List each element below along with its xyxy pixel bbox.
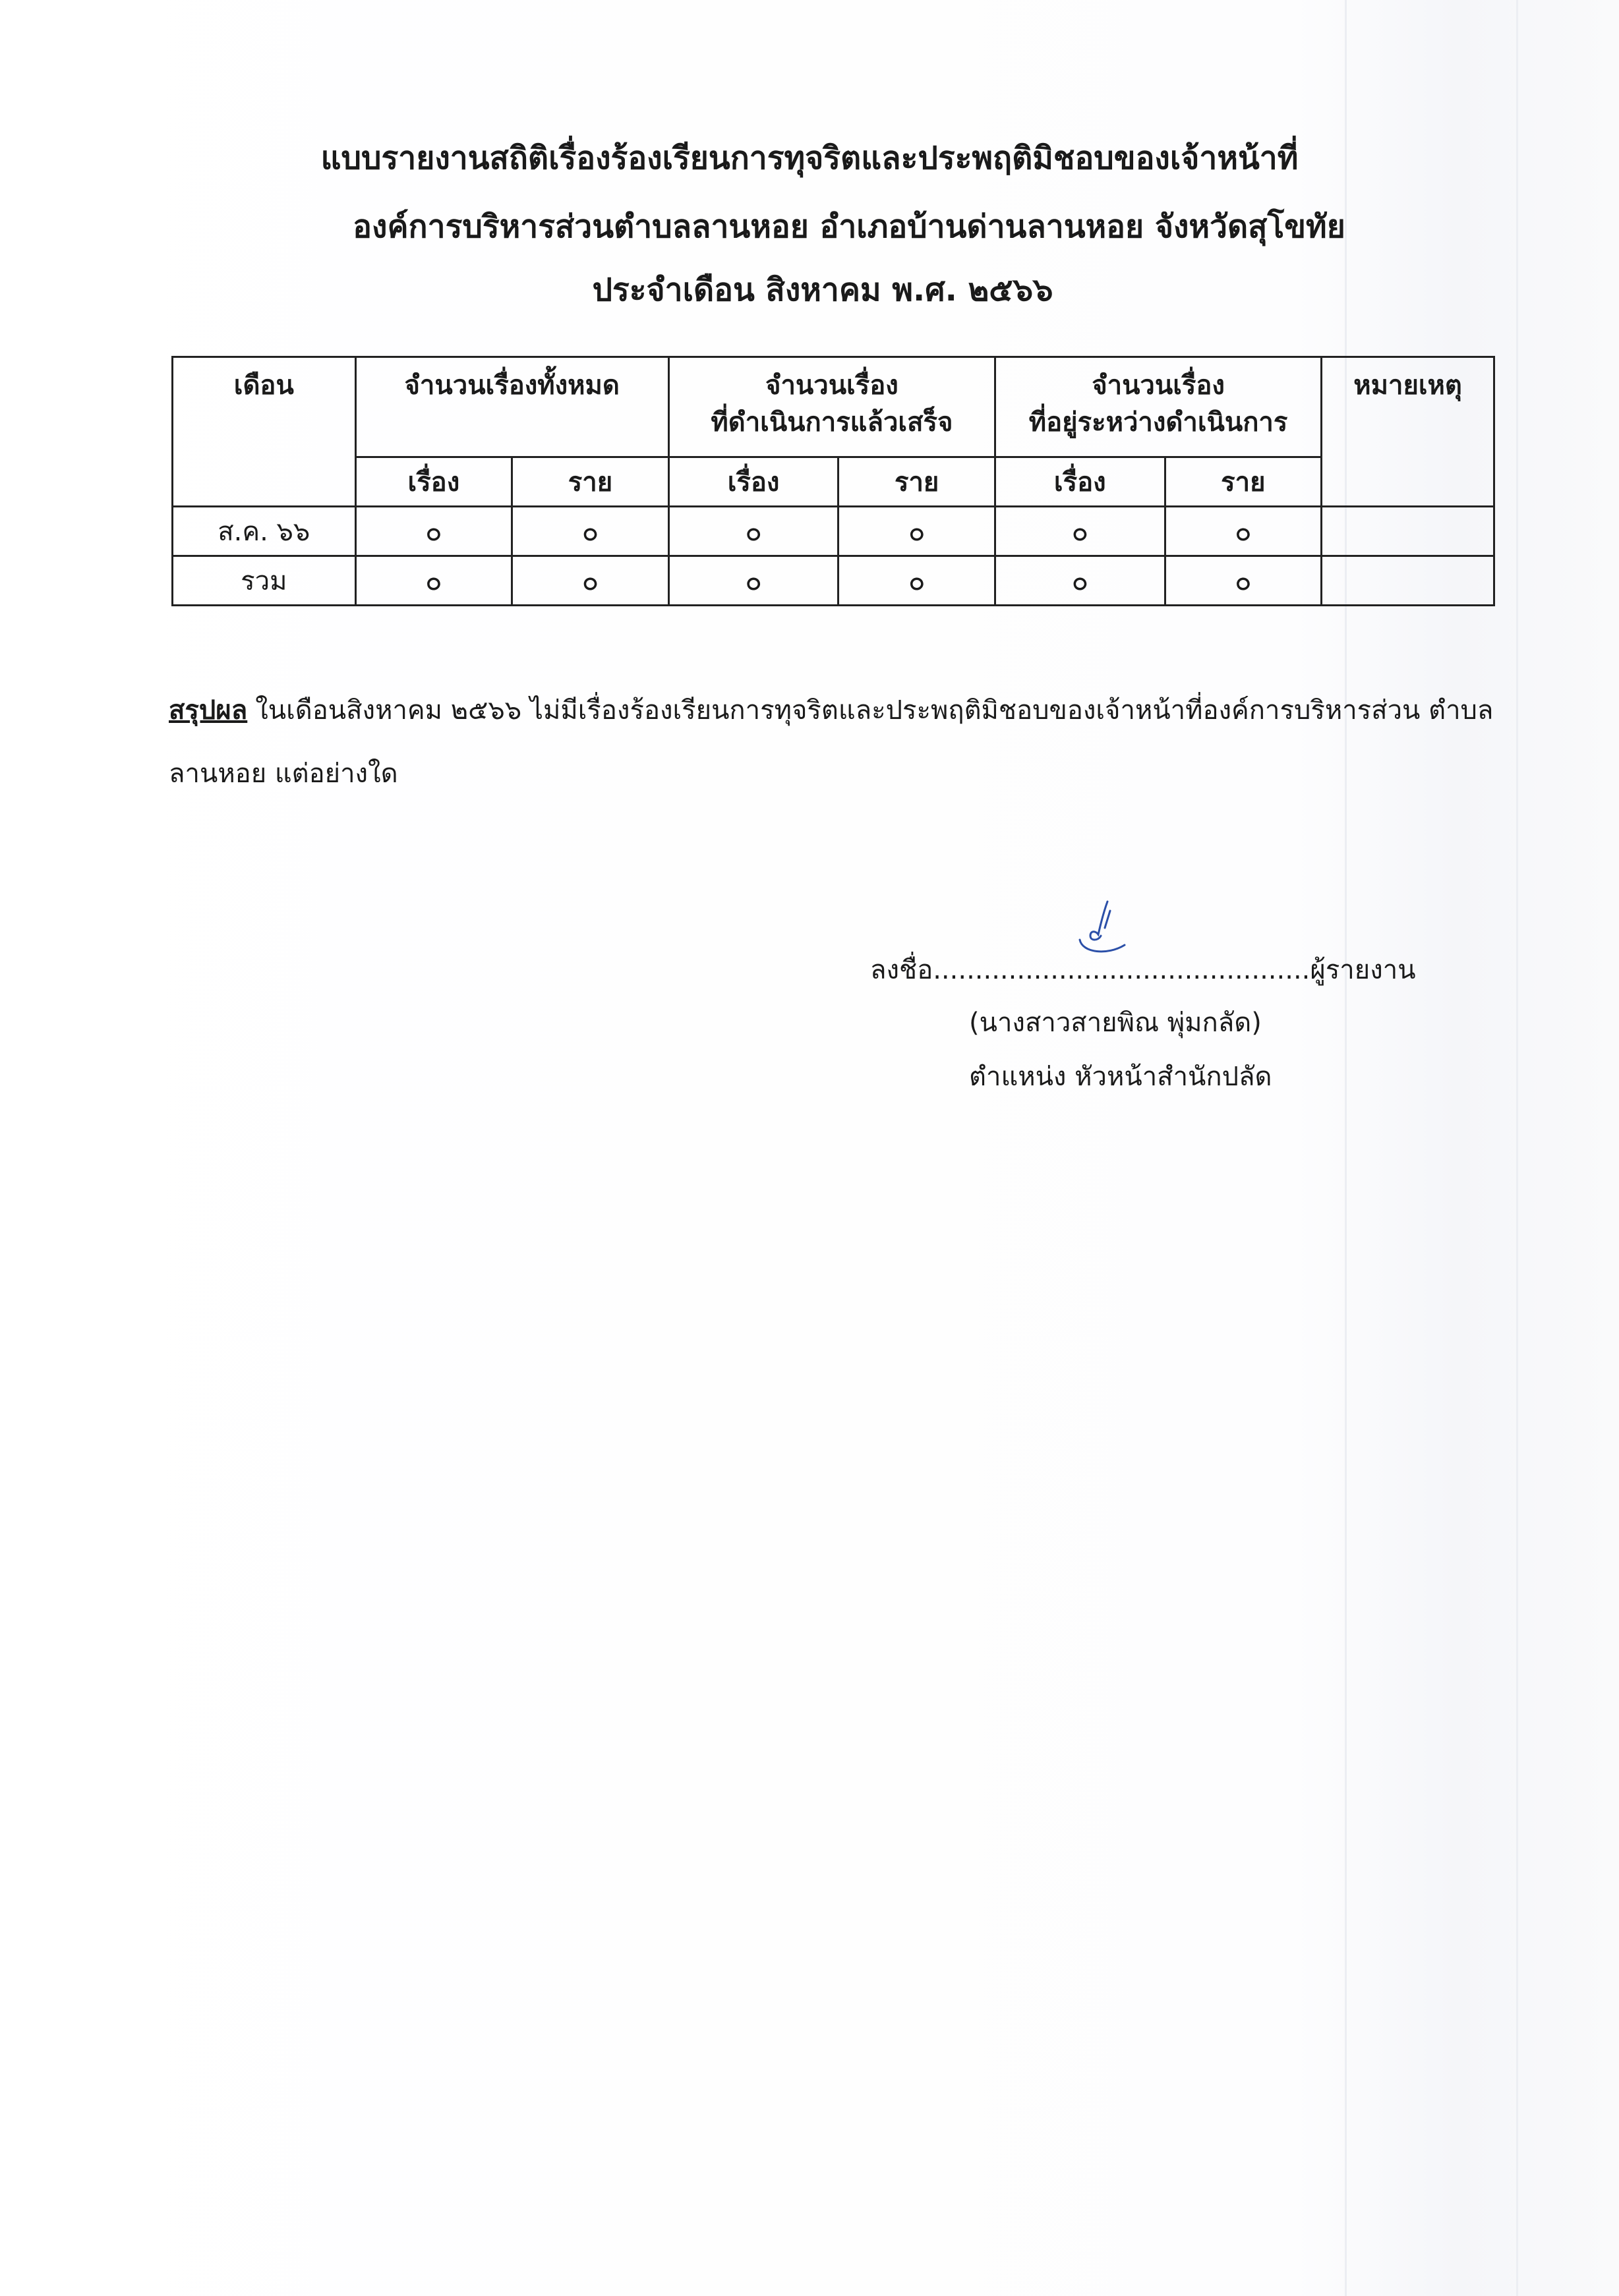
header-remark [1322,357,1494,507]
header-month [173,357,356,507]
cell-value: ๐ [355,556,512,606]
cell-value: ๐ [512,556,669,606]
cell-value: ๐ [668,507,839,556]
header-month-label: เดือน [233,370,294,401]
subheader-completed-persons: ราย [839,457,995,507]
scan-artifact-line [1345,0,1347,2296]
subheader-total-persons: ราย [512,457,669,507]
header-in-progress [995,357,1321,457]
cell-value: ๐ [995,556,1165,606]
scan-artifact-line [1516,0,1518,2296]
subheader-total-cases: เรื่อง [355,457,512,507]
summary-text: ในเดือนสิงหาคม ๒๕๖๖ ไม่มีเรื่องร้องเรียนการทุจริตและประพฤติมิชอบของเจ้าหน้าที่องค์การบริหารส่วน ตำบลลานหอย แต่อย่างใด [169,695,1494,789]
subheader-pending-persons: ราย [1165,457,1322,507]
cell-value: ๐ [1165,507,1322,556]
reporter-position: ตำแหน่ง หัวหน้าสำนักปลัด [969,1062,1272,1092]
header-remark-label: หมายเหตุ [1353,370,1462,401]
statistics-table [171,356,1495,606]
row-label: ส.ค. ๖๖ [173,507,356,556]
cell-value: ๐ [512,507,669,556]
header-total [355,357,668,457]
header-completed-label-2: ที่ดำเนินการแล้วเสร็จ [711,407,953,438]
cell-value: ๐ [668,556,839,606]
cell-value: ๐ [355,507,512,556]
cell-value: ๐ [995,507,1165,556]
header-total-label: จำนวนเรื่องทั้งหมด [404,370,620,401]
table-row [173,556,1494,606]
header-completed-label-1: จำนวนเรื่อง [765,370,898,401]
header-completed [668,357,995,457]
signature-line: ลงชื่อ.............................................ผู้รายงาน [870,955,1416,985]
report-title: แบบรายงานสถิติเรื่องร้องเรียนการทุจริตและประพฤติมิชอบของเจ้าหน้าที่ [320,140,1299,177]
header-in-progress-label-1: จำนวนเรื่อง [1092,370,1225,401]
reporter-name: (นางสาวสายพิณ พุ่มกลัด) [969,1008,1262,1038]
cell-remark [1322,507,1494,556]
table-row [173,507,1494,556]
cell-value: ๐ [1165,556,1322,606]
cell-value: ๐ [839,507,995,556]
organization-line: องค์การบริหารส่วนตำบลลานหอย อำเภอบ้านด่านลานหอย จังหวัดสุโขทัย [353,208,1345,245]
summary-paragraph [169,679,1500,805]
summary-lead: สรุปผล [169,695,248,726]
cell-remark [1322,556,1494,606]
subheader-completed-cases: เรื่อง [668,457,839,507]
report-period: ประจำเดือน สิงหาคม พ.ศ. ๒๕๖๖ [592,272,1053,308]
subheader-pending-cases: เรื่อง [995,457,1165,507]
row-label: รวม [173,556,356,606]
cell-value: ๐ [839,556,995,606]
header-in-progress-label-2: ที่อยู่ระหว่างดำเนินการ [1028,407,1288,438]
